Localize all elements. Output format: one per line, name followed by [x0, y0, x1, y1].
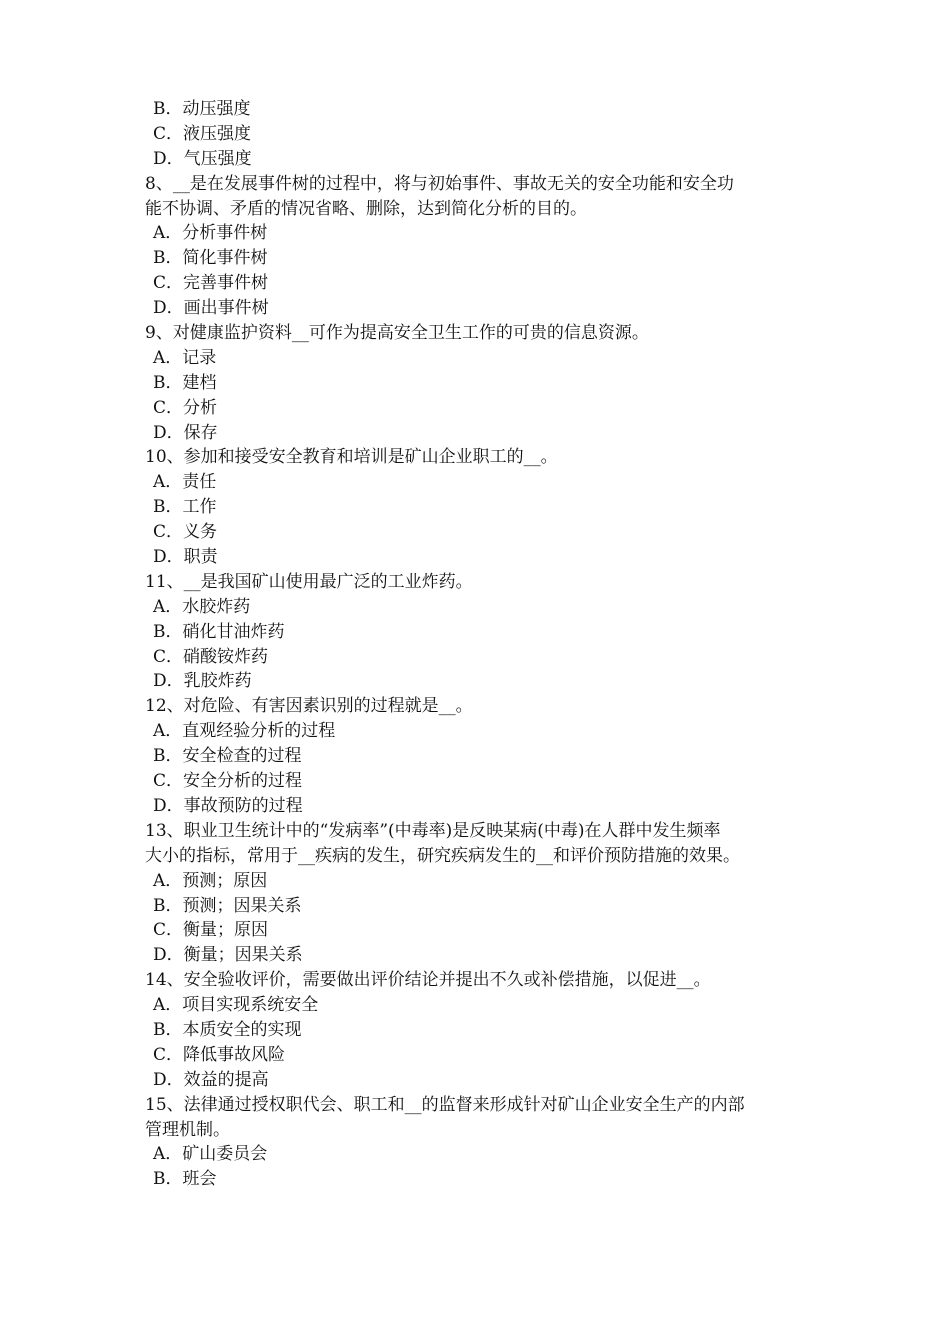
- answer-option: B．班会: [153, 1169, 217, 1190]
- answer-option: D．事故预防的过程: [153, 795, 303, 816]
- answer-option: B．本质安全的实现: [153, 1019, 302, 1040]
- question-list: [145, 97, 815, 1192]
- answer-option: B．安全检查的过程: [153, 746, 302, 767]
- answer-option: B．硝化甘油炸药: [153, 621, 285, 642]
- answer-option: D．职责: [153, 547, 218, 568]
- answer-option: A．直观经验分析的过程: [153, 721, 336, 742]
- question-text: 15、法律通过授权职代会、职工和__的监督来形成针对矿山企业安全生产的内部: [145, 1094, 745, 1115]
- answer-option: A．记录: [153, 347, 217, 368]
- answer-option: B．建档: [153, 372, 217, 393]
- question-text: 9、对健康监护资料__可作为提高安全卫生工作的可贵的信息资源。: [145, 323, 649, 344]
- answer-option: B．动压强度: [153, 99, 251, 119]
- answer-option: C．安全分析的过程: [153, 771, 303, 792]
- question-text: 10、参加和接受安全教育和培训是矿山企业职工的__。: [145, 447, 558, 468]
- answer-option: C．降低事故风险: [153, 1044, 286, 1065]
- answer-option: D．乳胶炸药: [153, 671, 252, 692]
- answer-option: C．硝酸铵炸药: [153, 646, 269, 667]
- answer-option: D．气压强度: [153, 148, 252, 169]
- answer-option: C．衡量；原因: [153, 920, 269, 941]
- answer-option: C．义务: [153, 522, 218, 543]
- answer-option: A．责任: [153, 472, 217, 493]
- answer-option: B．预测；因果关系: [153, 895, 302, 916]
- answer-option: B．简化事件树: [153, 248, 268, 269]
- answer-option: D．画出事件树: [153, 298, 269, 319]
- answer-option: A．分析事件树: [153, 223, 268, 244]
- question-text: 能不协调、矛盾的情况省略、删除，达到简化分析的目的。: [145, 198, 587, 219]
- answer-option: D．衡量；因果关系: [153, 945, 303, 966]
- question-text: 管理机制。: [145, 1119, 230, 1140]
- answer-option: A．预测；原因: [153, 870, 268, 891]
- question-text: 11、__是我国矿山使用最广泛的工业炸药。: [145, 571, 473, 592]
- answer-option: C．分析: [153, 397, 218, 418]
- question-text: 8、__是在发展事件树的过程中，将与初始事件、事故无关的安全功能和安全功: [145, 173, 734, 194]
- question-text: 12、对危险、有害因素识别的过程就是__。: [145, 696, 473, 717]
- answer-option: C．液压强度: [153, 123, 252, 144]
- question-text: 13、职业卫生统计中的“发病率”(中毒率)是反映某病(中毒)在人群中发生频率: [145, 820, 721, 841]
- answer-option: A．项目实现系统安全: [153, 995, 319, 1016]
- question-text: 大小的指标，常用于__疾病的发生，研究疾病发生的__和评价预防措施的效果。: [145, 845, 740, 866]
- answer-option: D．效益的提高: [153, 1069, 269, 1090]
- answer-option: B．工作: [153, 497, 217, 518]
- question-text: 14、安全验收评价，需要做出评价结论并提出不久或补偿措施，以促进__。: [145, 970, 711, 991]
- answer-option: D．保存: [153, 422, 218, 443]
- answer-option: A．矿山委员会: [153, 1144, 268, 1165]
- answer-option: C．完善事件树: [153, 273, 269, 294]
- answer-option: A．水胶炸药: [153, 596, 251, 617]
